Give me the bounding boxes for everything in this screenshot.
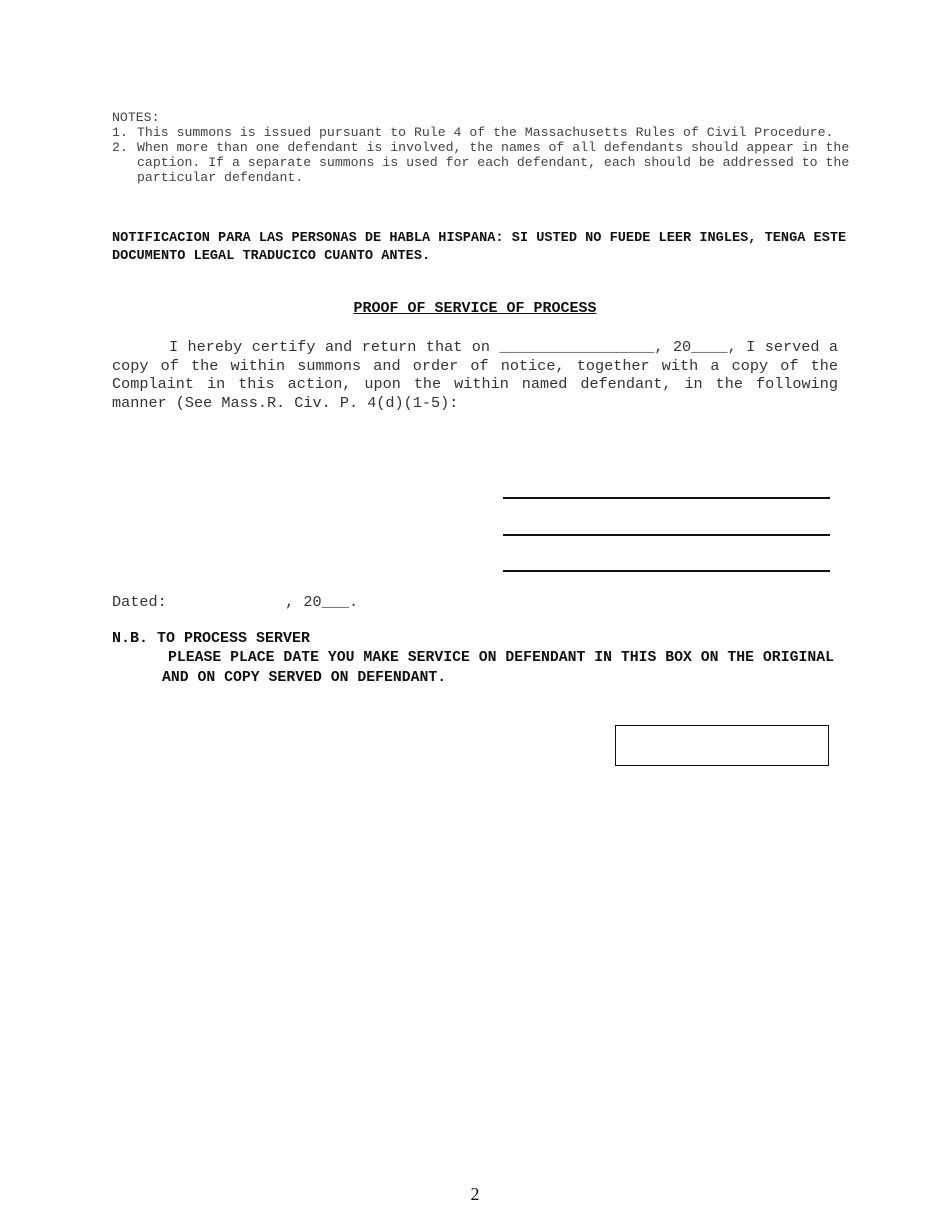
process-server-instruction: PLEASE PLACE DATE YOU MAKE SERVICE ON DEFENDANT IN THIS BOX ON THE ORIGINAL AND ON COPY SERVED ON DEFENDANT. — [162, 650, 834, 686]
certification-paragraph: I hereby certify and return that on _________________, 20____, I served a copy of the within summons and order of notice, together with a copy of the Complaint in this action, upon the within named defendant, in the following manner (See Mass.R. Civ. P. 4(d)(1-5): — [112, 338, 838, 412]
note-number: 2. — [112, 140, 128, 155]
page-number: 2 — [470, 1184, 480, 1204]
process-server-heading: N.B. TO PROCESS SERVER — [112, 630, 311, 647]
signature-line — [503, 570, 830, 572]
signature-line — [503, 497, 830, 499]
notes-section — [112, 110, 852, 185]
note-number: 1. — [112, 125, 128, 140]
note-text: When more than one defendant is involved, the names of all defendants should appear in the caption. If a separate summons is used for each defendant, each should be addressed to the particular defendant. — [137, 140, 850, 185]
proof-title: PROOF OF SERVICE OF PROCESS — [353, 300, 597, 317]
note-item-1 — [112, 125, 852, 140]
signature-line — [503, 534, 830, 536]
service-date-box — [615, 725, 829, 766]
notes-heading: NOTES: — [112, 110, 160, 125]
dated-line: Dated: , 20___. — [112, 593, 359, 611]
note-item-2 — [112, 140, 852, 185]
note-text: This summons is issued pursuant to Rule 4 of the Massachusetts Rules of Civil Procedure. — [137, 125, 834, 140]
spanish-notice: NOTIFICACION PARA LAS PERSONAS DE HABLA HISPANA: SI USTED NO FUEDE LEER INGLES, TENGA ESTE DOCUMENTO LEGAL TRADUCICO CUANTO ANTES. — [112, 231, 847, 264]
